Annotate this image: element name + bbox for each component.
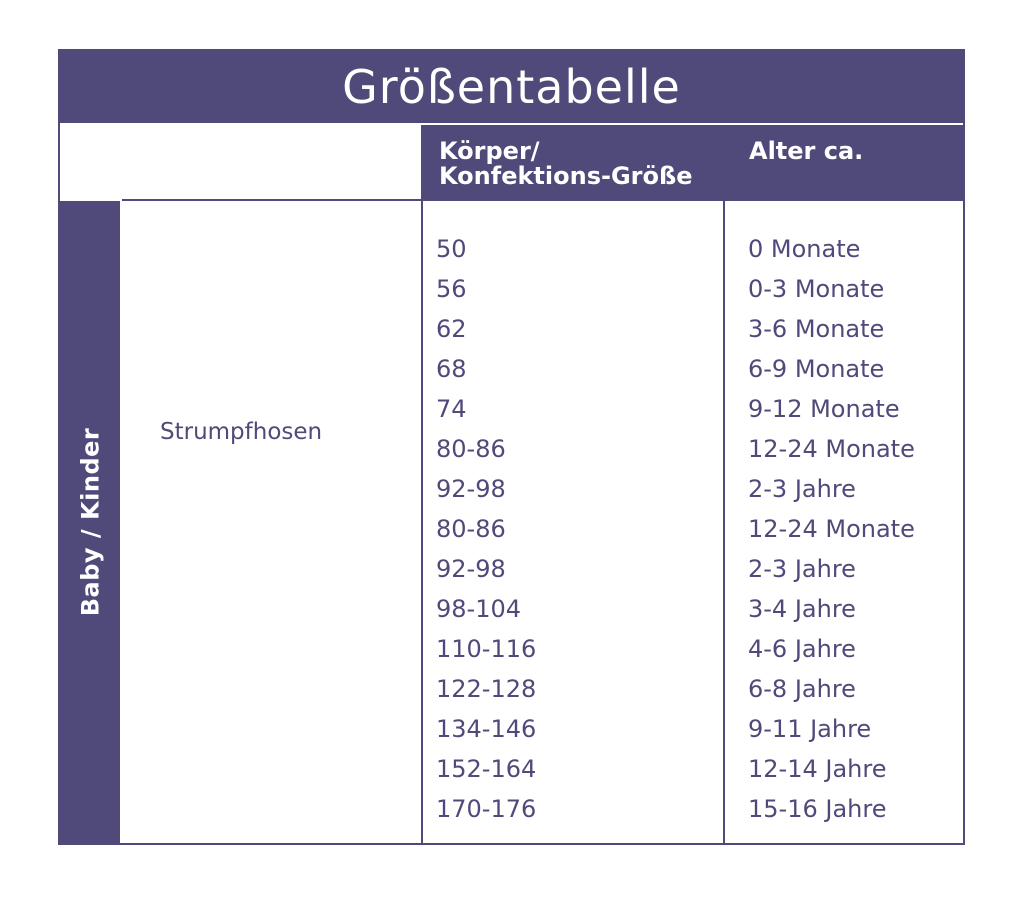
- product-cell: [122, 201, 423, 843]
- age-value: 4-6 Jahre: [748, 635, 856, 663]
- size-value: 68: [436, 355, 467, 383]
- age-value: 15-16 Jahre: [748, 795, 887, 823]
- size-value: 56: [436, 275, 467, 303]
- age-value: 0 Monate: [748, 235, 861, 263]
- size-value: 152-164: [436, 755, 537, 783]
- size-value: 122-128: [436, 675, 537, 703]
- size-value: 62: [436, 315, 467, 343]
- size-value: 110-116: [436, 635, 537, 663]
- size-value: 50: [436, 235, 467, 263]
- column-header-size-line2: Konfektions-Größe: [439, 162, 693, 190]
- size-value: 92-98: [436, 475, 506, 503]
- column-divider-1: [421, 125, 423, 843]
- category-label: Baby / Kinder: [76, 427, 104, 617]
- age-value: 2-3 Jahre: [748, 555, 856, 583]
- age-value: 2-3 Jahre: [748, 475, 856, 503]
- column-header-age: Alter ca.: [725, 125, 963, 199]
- size-value: 92-98: [436, 555, 506, 583]
- size-value: 74: [436, 395, 467, 423]
- size-value: 98-104: [436, 595, 522, 623]
- age-value: 9-11 Jahre: [748, 715, 872, 743]
- age-value: 0-3 Monate: [748, 275, 885, 303]
- size-value: 170-176: [436, 795, 537, 823]
- age-value: 3-6 Monate: [748, 315, 885, 343]
- age-value: 3-4 Jahre: [748, 595, 856, 623]
- column-header-size-line1: Körper/: [439, 137, 540, 165]
- header-divider: [122, 199, 963, 201]
- size-list: [436, 229, 536, 829]
- age-list: [748, 229, 915, 829]
- size-value: 80-86: [436, 435, 506, 463]
- product-label: Strumpfhosen: [160, 419, 323, 445]
- table-title: Größentabelle: [60, 51, 963, 123]
- category-band: [60, 201, 120, 843]
- age-value: 6-8 Jahre: [748, 675, 856, 703]
- age-value: 9-12 Monate: [748, 395, 900, 423]
- age-value: 12-14 Jahre: [748, 755, 887, 783]
- size-value: 80-86: [436, 515, 506, 543]
- column-divider-2: [723, 125, 725, 843]
- age-value: 12-24 Monate: [748, 435, 915, 463]
- size-chart-table: [58, 49, 965, 845]
- age-value: 6-9 Monate: [748, 355, 885, 383]
- header-empty-cell: [60, 125, 421, 199]
- size-value: 134-146: [436, 715, 537, 743]
- age-value: 12-24 Monate: [748, 515, 915, 543]
- column-header-size: [423, 125, 723, 199]
